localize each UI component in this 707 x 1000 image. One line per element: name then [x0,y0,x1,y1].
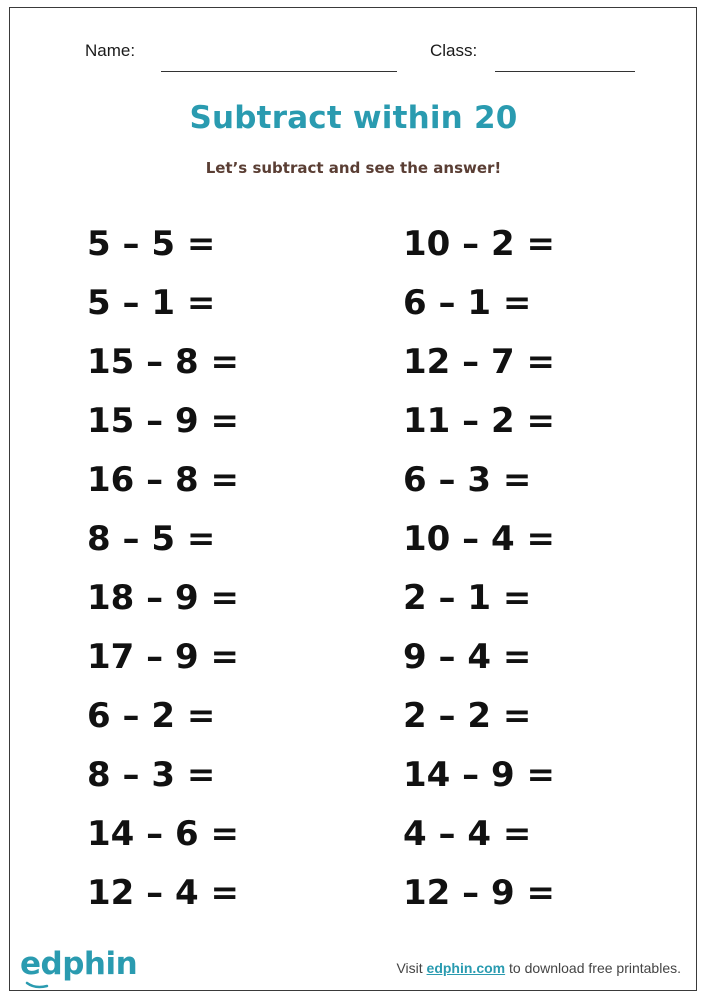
problem-left-4: 15 – 9 = [87,401,239,441]
problem-right-8: 9 – 4 = [403,637,532,677]
logo-swoosh-icon [25,980,85,990]
footer-prefix: Visit [396,960,423,976]
problem-left-3: 15 – 8 = [87,342,239,382]
problem-right-9: 2 – 2 = [403,696,532,736]
edphin-logo: edphin [20,946,138,982]
worksheet-title: Subtract within 20 [189,100,518,136]
footer-suffix: to download free printables. [509,960,681,976]
problem-left-12: 12 – 4 = [87,873,239,913]
problem-left-8: 17 – 9 = [87,637,239,677]
footer-note [396,960,681,976]
problem-right-2: 6 – 1 = [403,283,532,323]
name-label: Name: [85,41,136,60]
problem-right-10: 14 – 9 = [403,755,555,795]
problem-right-11: 4 – 4 = [403,814,532,854]
problem-right-7: 2 – 1 = [403,578,532,618]
name-field[interactable] [161,71,397,72]
class-field[interactable] [495,71,635,72]
worksheet-subtitle: Let’s subtract and see the answer! [205,159,502,177]
problem-left-10: 8 – 3 = [87,755,216,795]
problem-left-7: 18 – 9 = [87,578,239,618]
class-label: Class: [430,41,478,60]
problem-left-6: 8 – 5 = [87,519,216,559]
problem-left-2: 5 – 1 = [87,283,216,323]
problem-right-1: 10 – 2 = [403,224,555,264]
problem-left-1: 5 – 5 = [87,224,216,264]
problem-right-5: 6 – 3 = [403,460,532,500]
problem-right-12: 12 – 9 = [403,873,555,913]
problem-left-5: 16 – 8 = [87,460,239,500]
problem-left-11: 14 – 6 = [87,814,239,854]
footer-site-link[interactable]: edphin.com [426,960,506,976]
problem-right-6: 10 – 4 = [403,519,555,559]
problem-left-9: 6 – 2 = [87,696,216,736]
problem-right-4: 11 – 2 = [403,401,555,441]
problem-right-3: 12 – 7 = [403,342,555,382]
